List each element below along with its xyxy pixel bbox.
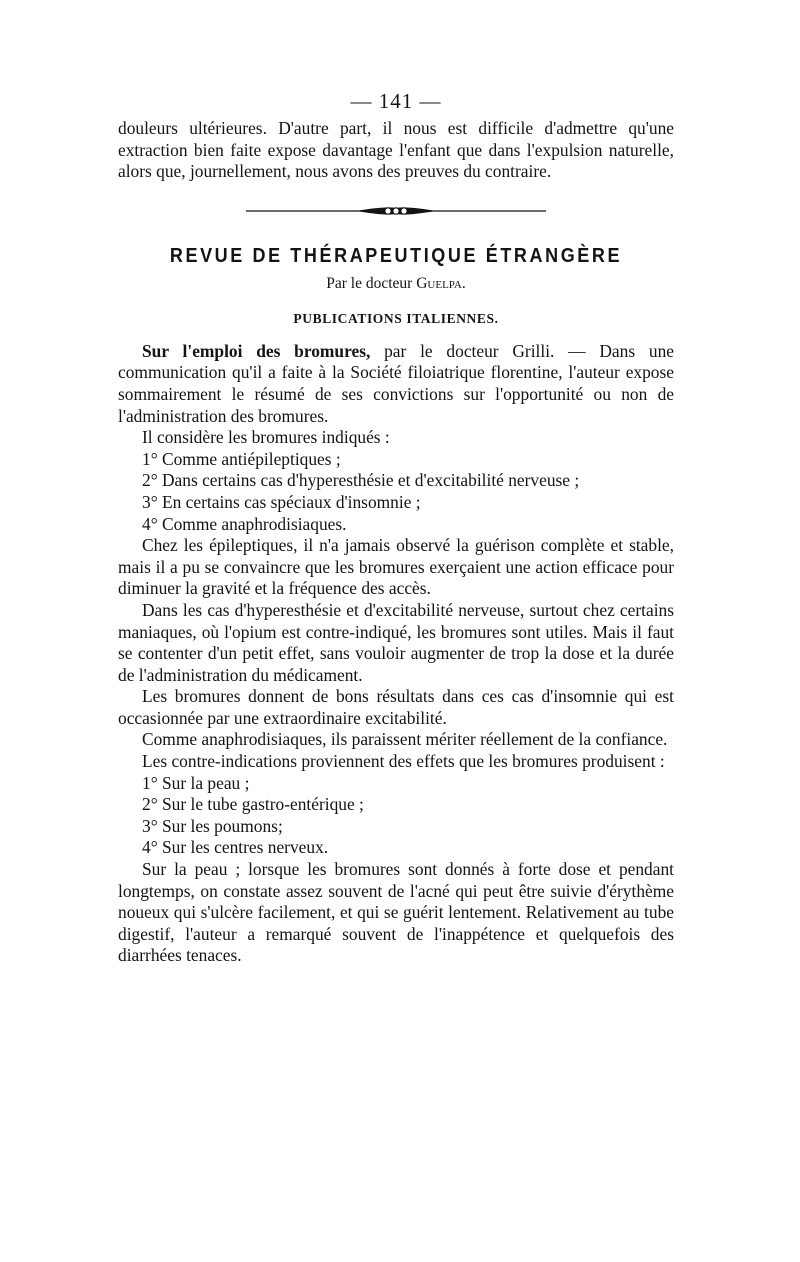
section-heading: PUBLICATIONS ITALIENNES. [293, 310, 499, 326]
byline-author: Guelpa. [416, 274, 466, 292]
page-number: — 141 — [350, 89, 442, 113]
article-paragraph: Il considère les bromures indiqués : [142, 427, 390, 448]
list-item-contraindication: 1° Sur la peau ; [142, 772, 250, 793]
article-paragraph: Sur la peau ; lorsque les bromures sont donnés à forte dose et pendant longtemps, on constate assez souvent de l'acné qui peut être suivie d'érythème noueux qui s'ulcère facilement, et qui se guérit lentement. Relativement au tube digestif, l'auteur a remarqué souvent de l'inappétence et quelquefois des diarrhées tenaces. [118, 859, 674, 966]
article-paragraph: Chez les épileptiques, il n'a jamais observé la guérison complète et stable, mais il a pu se convaincre que les bromures exerçaient une action efficace pour diminuer la gravité et la fréquence des accès. [118, 535, 674, 599]
byline-prefix: Par le docteur [326, 274, 413, 292]
article-first-paragraph-text: par le docteur Grilli. — Dans une communication qu'il a faite à la Société filoiatrique florentine, l'auteur expose sommairement le résumé de ses convictions sur l'opportunité ou non de l'administration des bromures. [118, 340, 674, 426]
article-paragraph: Comme anaphrodisiaques, ils paraissent mériter réellement de la confiance. [142, 729, 668, 750]
article-paragraph: Les bromures donnent de bons résultats dans ces cas d'insomnie qui est occasionnée par une extraordinaire excitabilité. [118, 686, 674, 728]
article-lead-phrase: Sur l'emploi des bromures, [142, 340, 371, 361]
book-page [118, 88, 674, 967]
list-item-contraindication: 4° Sur les centres nerveux. [142, 837, 329, 858]
article-paragraph: Dans les cas d'hyperesthésie et d'excitabilité nerveuse, surtout chez certains maniaques, où l'opium est contre-indiqué, les bromures sont utiles. Mais il faut se contenter d'un petit effet, sans vouloir augmenter de trop la dose et la durée de l'administration du médicament. [118, 599, 674, 685]
list-item-indication: 3° En certains cas spéciaux d'insomnie ; [142, 491, 421, 512]
list-item-indication: 2° Dans certains cas d'hyperesthésie et d'excitabilité nerveuse ; [142, 470, 580, 491]
ornament-rule-icon [246, 205, 546, 217]
list-item-contraindication: 2° Sur le tube gastro-entérique ; [142, 794, 364, 815]
list-item-indication: 1° Comme antiépileptiques ; [142, 448, 341, 469]
article-first-paragraph [118, 341, 674, 427]
byline [118, 273, 674, 295]
decorative-rule-ornament [118, 205, 674, 217]
list-item-contraindication: 3° Sur les poumons; [142, 815, 283, 836]
article-title: REVUE DE THÉRAPEUTIQUE ÉTRANGÈRE [169, 243, 623, 267]
article-paragraph: Les contre-indications proviennent des effets que les bromures produisent : [142, 751, 665, 772]
intro-paragraph: douleurs ultérieures. D'autre part, il nous est difficile d'admettre qu'une extraction bien faite expose davantage l'enfant que dans l'expulsion naturelle, alors que, journellement, nous avons des preuves du contraire. [118, 118, 674, 182]
list-item-indication: 4° Comme anaphrodisiaques. [142, 513, 347, 534]
